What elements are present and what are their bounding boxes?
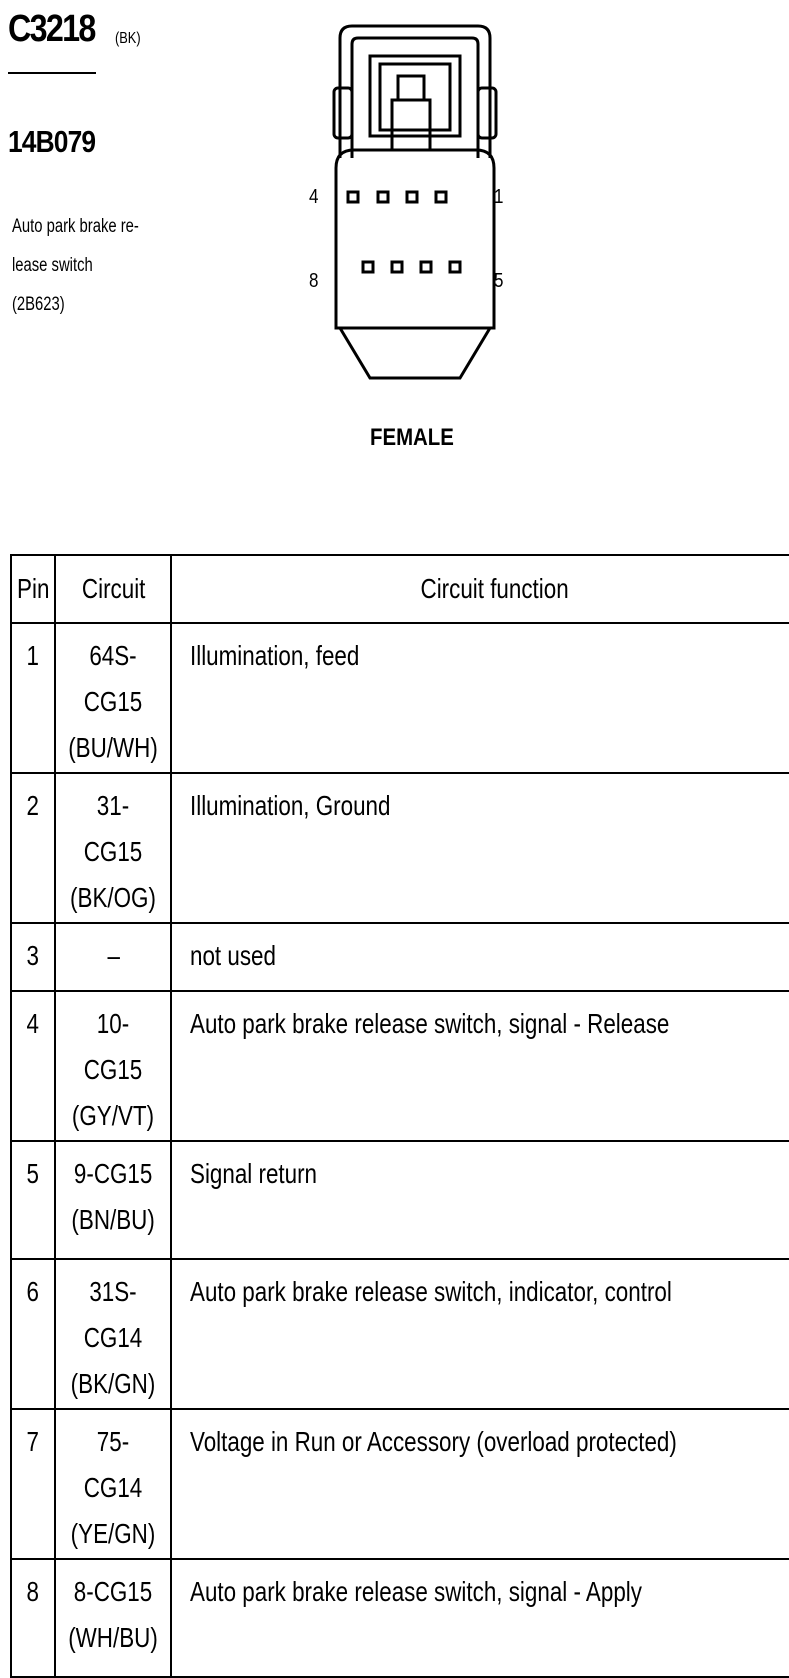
connector-taper: [340, 328, 490, 378]
circuit-cell: 31-CG15 (BK/OG): [55, 773, 171, 923]
function-cell: Auto park brake release switch, indicator, control: [171, 1259, 789, 1409]
function-cell: Voltage in Run or Accessory (overload protected): [171, 1409, 789, 1559]
connector-gender-label: FEMALE: [370, 424, 454, 451]
latch-window: [370, 56, 460, 136]
header-circuit: Circuit: [55, 555, 171, 623]
pin-cell: 5: [11, 1141, 55, 1259]
function-cell: Auto park brake release switch, signal - Release: [171, 991, 789, 1141]
function-cell: Auto park brake release switch, signal - Apply: [171, 1559, 789, 1677]
pin-label-bottom-right: 5: [494, 270, 504, 292]
locking-tang: [398, 76, 424, 100]
table-row: [11, 923, 789, 991]
pin-label-bottom-left: 8: [309, 270, 319, 292]
connector-id-underline: [8, 72, 96, 74]
connector-color-code: (BK): [115, 30, 141, 47]
pinout-table: [10, 554, 789, 1678]
component-description: [12, 208, 145, 325]
part-number: 14B079: [8, 124, 96, 159]
locking-tang-stem: [392, 100, 430, 150]
pin-cavity: [436, 192, 446, 202]
circuit-cell: 31S-CG14 (BK/GN): [55, 1259, 171, 1409]
table-header-row: [11, 555, 789, 623]
right-latch-tab: [478, 88, 496, 138]
pin-cavity: [348, 192, 358, 202]
pin-cell: 7: [11, 1409, 55, 1559]
connector-id: C3218: [8, 8, 95, 50]
circuit-cell: 8-CG15 (WH/BU): [55, 1559, 171, 1677]
function-cell: not used: [171, 923, 789, 991]
function-cell: Signal return: [171, 1141, 789, 1259]
pin-cell: 1: [11, 623, 55, 773]
pin-cell: 6: [11, 1259, 55, 1409]
table-row: [11, 1559, 789, 1677]
left-latch-tab: [334, 88, 352, 138]
circuit-cell: 75-CG14 (YE/GN): [55, 1409, 171, 1559]
pin-cavity: [378, 192, 388, 202]
pin-label-top-left: 4: [309, 186, 319, 208]
latch-housing-outline: [340, 26, 490, 158]
function-cell: Illumination, Ground: [171, 773, 789, 923]
header-circuit-function: Circuit function: [171, 555, 789, 623]
circuit-cell: –: [55, 923, 171, 991]
connector-body: [336, 150, 494, 328]
pin-cavity: [363, 262, 373, 272]
table-row: [11, 1409, 789, 1559]
table-row: [11, 623, 789, 773]
pin-cell: 4: [11, 991, 55, 1141]
pin-cell: 3: [11, 923, 55, 991]
table-row: [11, 991, 789, 1141]
table-row: [11, 773, 789, 923]
description-line: lease switch: [12, 255, 93, 276]
pin-label-top-right: 1: [494, 186, 504, 208]
circuit-cell: 10-CG15 (GY/VT): [55, 991, 171, 1141]
pin-cavity: [407, 192, 417, 202]
pin-cavity: [421, 262, 431, 272]
description-line: Auto park brake re-: [12, 216, 139, 237]
header-pin: Pin: [11, 555, 55, 623]
connector-face-diagram: [330, 18, 500, 388]
table-row: [11, 1141, 789, 1259]
pin-cavity: [450, 262, 460, 272]
description-line: (2B623): [12, 294, 65, 315]
table-row: [11, 1259, 789, 1409]
function-cell: Illumination, feed: [171, 623, 789, 773]
pin-cell: 2: [11, 773, 55, 923]
pin-cavity: [392, 262, 402, 272]
pin-cell: 8: [11, 1559, 55, 1677]
circuit-cell: 9-CG15 (BN/BU): [55, 1141, 171, 1259]
circuit-cell: 64S-CG15 (BU/WH): [55, 623, 171, 773]
